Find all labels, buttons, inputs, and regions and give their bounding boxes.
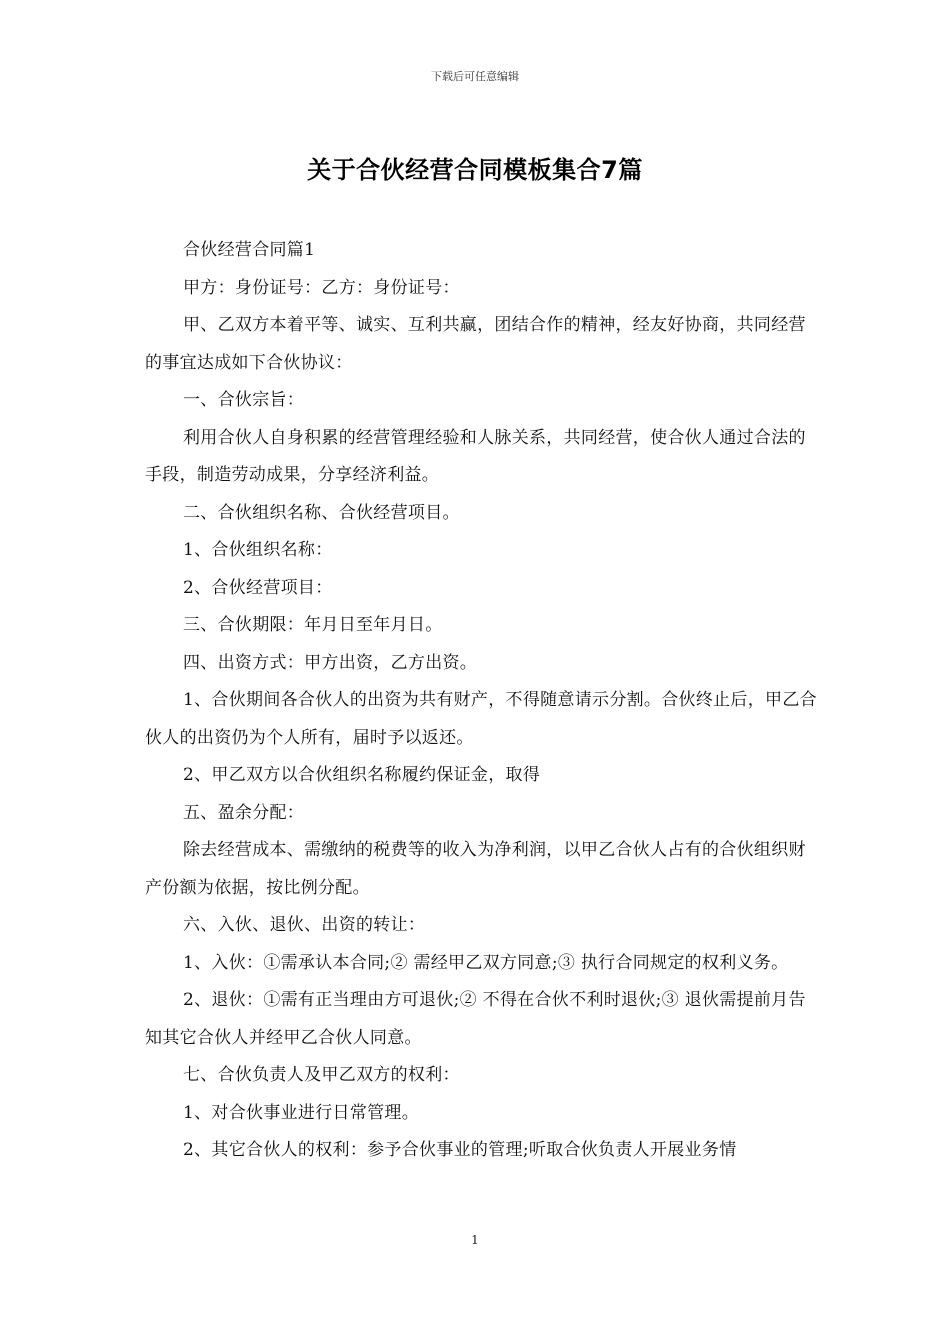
paragraph-clause-item: 2、其它合伙人的权利：参予合伙事业的管理;听取合伙负责人开展业务情 — [183, 1140, 737, 1160]
paragraph-clause-item: 2、退伙：①需有正当理由方可退伙;② 不得在合伙不利时退伙;③ 退伙需提前月告知其它合伙人并经甲乙合伙人同意。 — [145, 990, 806, 1048]
paragraph-clause-heading: 三、合伙期限：年月日至年月日。 — [183, 615, 443, 635]
paragraph-clause-heading: 七、合伙负责人及甲乙双方的权利： — [183, 1065, 460, 1085]
paragraph-clause-heading: 一、合伙宗旨： — [183, 390, 305, 410]
paragraph-clause-item: 2、合伙经营项目： — [183, 577, 333, 598]
paragraph-clause-heading: 四、出资方式：甲方出资，乙方出资。 — [183, 652, 478, 673]
paragraph-clause-text: 利用合伙人自身积累的经营管理经验和人脉关系，共同经营，使合伙人通过合法的手段，制造劳动成果，分享经济利益。 — [145, 427, 806, 485]
paragraph-clause-heading: 五、盈余分配： — [183, 802, 305, 823]
paragraph-clause-item: 2、甲乙双方以合伙组织名称履约保证金，取得 — [183, 765, 541, 785]
header-note: 下载后可任意编辑 — [431, 70, 519, 83]
paragraph-section-heading: 合伙经营合同篇1 — [183, 240, 316, 260]
paragraph-clause-item: 1、对合伙事业进行日常管理。 — [183, 1102, 420, 1123]
paragraph-preamble: 甲、乙双方本着平等、诚实、互利共赢，团结合作的精神，经友好协商，共同经营的事宜达成如下合伙协议： — [145, 315, 806, 373]
document-body — [145, 232, 821, 1170]
paragraph-parties: 甲方：身份证号：乙方：身份证号： — [183, 277, 460, 298]
paragraph-clause-item: 1、合伙组织名称： — [183, 540, 333, 560]
paragraph-clause-item: 1、入伙：①需承认本合同;② 需经甲乙双方同意;③ 执行合同规定的权利义务。 — [183, 952, 789, 973]
paragraph-clause-text: 除去经营成本、需缴纳的税费等的收入为净利润，以甲乙合伙人占有的合伙组织财产份额为依据，按比例分配。 — [145, 840, 806, 898]
document-title: 关于合伙经营合同模板集合7篇 — [307, 156, 643, 184]
paragraph-clause-heading: 二、合伙组织名称、合伙经营项目。 — [183, 502, 460, 523]
page-number: 1 — [471, 1233, 479, 1247]
paragraph-clause-heading: 六、入伙、退伙、出资的转让： — [183, 915, 426, 935]
paragraph-clause-item: 1、合伙期间各合伙人的出资为共有财产，不得随意请示分割。合伙终止后，甲乙合伙人的出资仍为个人所有，届时予以返还。 — [145, 690, 817, 748]
